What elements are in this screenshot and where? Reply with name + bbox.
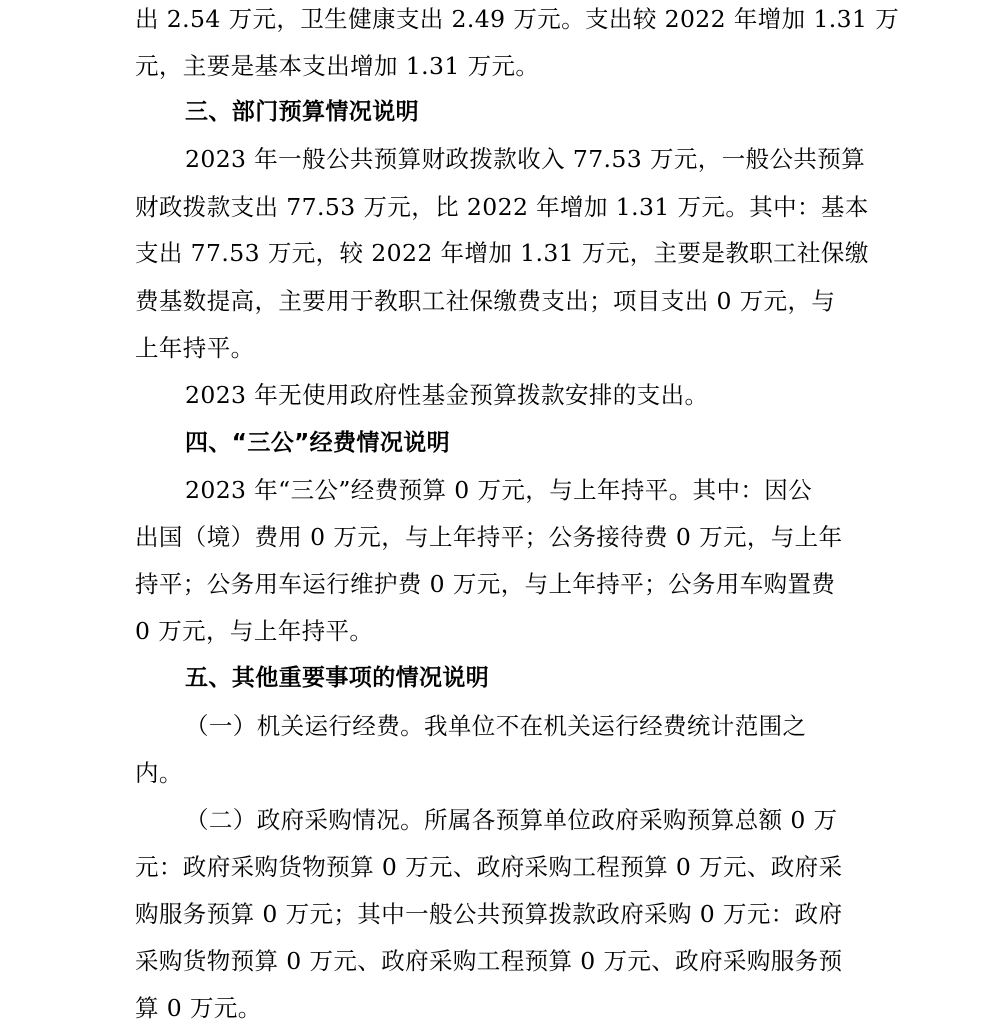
- text-line: （二）政府采购情况。所属各预算单位政府采购预算总额 0 万: [185, 806, 838, 834]
- text-line: 内。: [135, 759, 183, 787]
- text-line: 出 2.54 万元，卫生健康支出 2.49 万元。支出较 2022 年增加 1.31 万: [135, 5, 900, 33]
- text-line: 2023 年无使用政府性基金预算拨款安排的支出。: [185, 381, 709, 409]
- text-line: 采购货物预算 0 万元、政府采购工程预算 0 万元、政府采购服务预: [135, 947, 843, 975]
- section-heading-5: 五、其他重要事项的情况说明: [185, 665, 490, 691]
- text-line: 2023 年一般公共预算财政拨款收入 77.53 万元，一般公共预算: [185, 145, 866, 173]
- text-line: 费基数提高，主要用于教职工社保缴费支出；项目支出 0 万元，与: [135, 287, 836, 315]
- text-line: 支出 77.53 万元，较 2022 年增加 1.31 万元，主要是教职工社保缴: [135, 239, 869, 267]
- text-line: 元：政府采购货物预算 0 万元、政府采购工程预算 0 万元、政府采: [135, 853, 843, 881]
- text-line: 财政拨款支出 77.53 万元，比 2022 年增加 1.31 万元。其中：基本: [135, 193, 869, 221]
- text-line: 出国（境）费用 0 万元，与上年持平；公务接待费 0 万元，与上年: [135, 523, 843, 551]
- text-line: 算 0 万元。: [135, 994, 262, 1022]
- text-line: 元，主要是基本支出增加 1.31 万元。: [135, 52, 540, 80]
- text-line: 购服务预算 0 万元；其中一般公共预算拨款政府采购 0 万元：政府: [135, 900, 843, 928]
- text-line: 持平；公务用车运行维护费 0 万元，与上年持平；公务用车购置费: [135, 570, 836, 598]
- text-line: 上年持平。: [135, 334, 255, 362]
- text-line: 2023 年“三公”经费预算 0 万元，与上年持平。其中：因公: [185, 476, 813, 504]
- text-line: （一）机关运行经费。我单位不在机关运行经费统计范围之: [185, 712, 807, 740]
- text-line: 0 万元，与上年持平。: [135, 617, 374, 645]
- section-heading-3: 三、部门预算情况说明: [185, 99, 419, 125]
- section-heading-4: 四、“三公”经费情况说明: [185, 430, 451, 456]
